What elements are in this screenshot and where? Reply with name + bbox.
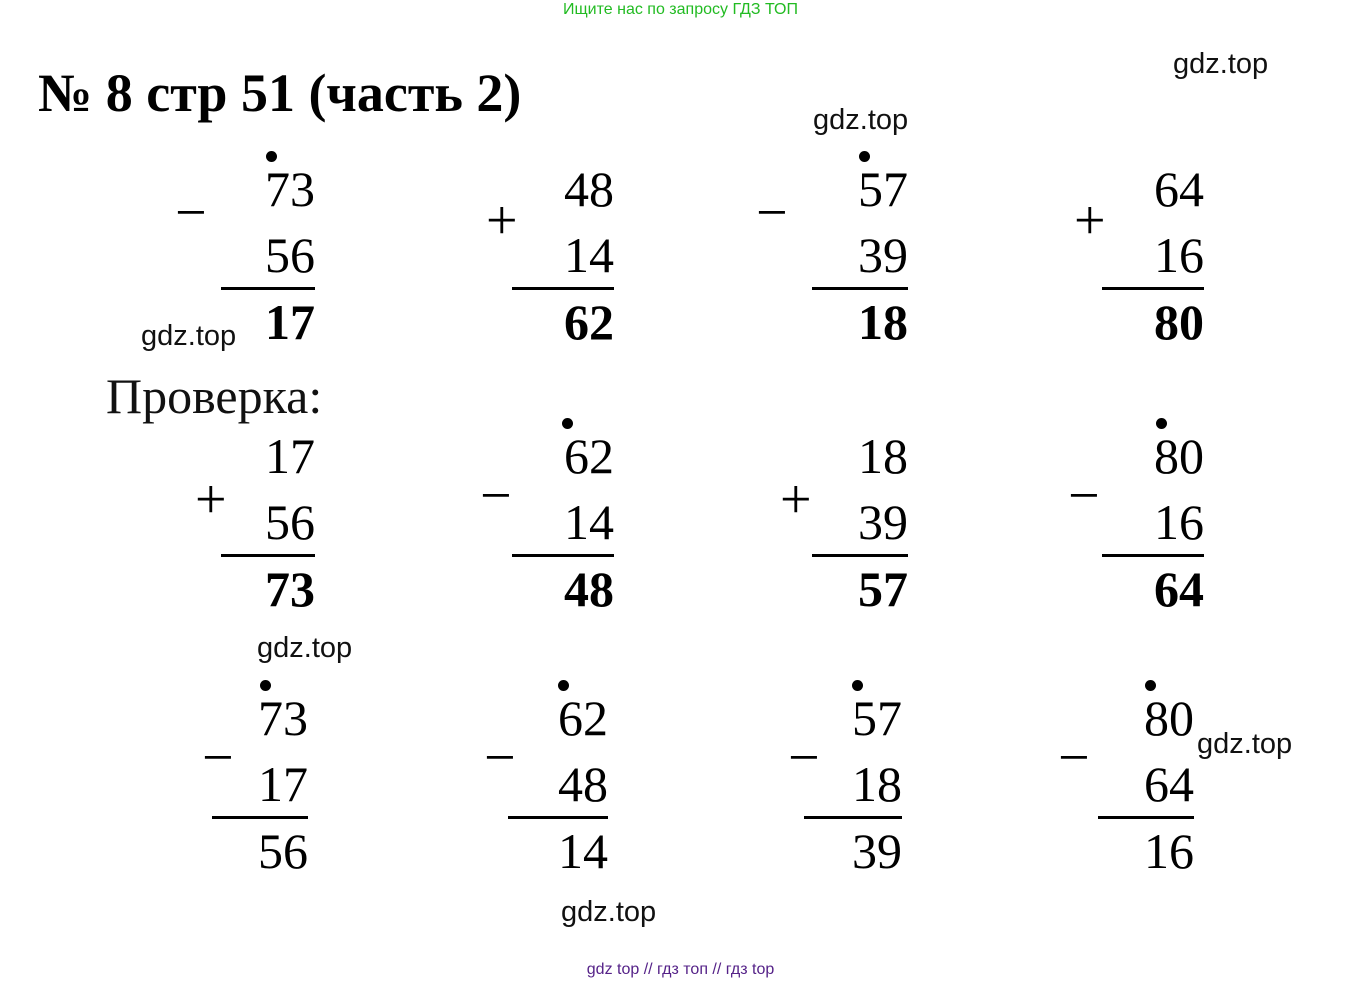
operator-sign: − xyxy=(202,727,234,789)
operand-top: 48 xyxy=(564,161,614,217)
result-rule xyxy=(512,287,614,290)
operand-bottom: 56 xyxy=(265,494,315,550)
operator-sign: − xyxy=(1058,727,1090,789)
operand-top: 62 xyxy=(558,690,608,746)
result: 16 xyxy=(1144,823,1194,879)
result: 18 xyxy=(858,294,908,350)
column-problem xyxy=(732,676,902,886)
operand-top: 17 xyxy=(265,428,315,484)
watermark: gdz.top xyxy=(141,320,237,352)
result: 73 xyxy=(265,561,315,617)
operator-sign: − xyxy=(175,182,207,244)
result: 80 xyxy=(1154,294,1204,350)
result: 14 xyxy=(558,823,608,879)
result: 48 xyxy=(564,561,614,617)
operand-bottom: 39 xyxy=(858,227,908,283)
operator-sign: + xyxy=(486,190,518,252)
result-rule xyxy=(212,816,308,819)
result-rule xyxy=(812,554,908,557)
operand-top: 80 xyxy=(1154,428,1204,484)
operand-bottom: 16 xyxy=(1154,494,1204,550)
result-rule xyxy=(508,816,608,819)
column-problem xyxy=(444,147,614,357)
operand-bottom: 16 xyxy=(1154,227,1204,283)
result-rule xyxy=(1102,287,1204,290)
operand-bottom: 18 xyxy=(852,756,902,812)
operand-bottom: 17 xyxy=(258,756,308,812)
column-problem xyxy=(1024,676,1194,886)
column-problem xyxy=(1034,414,1204,624)
result: 56 xyxy=(258,823,308,879)
operand-top: 18 xyxy=(858,428,908,484)
operand-bottom: 14 xyxy=(564,494,614,550)
result-rule xyxy=(512,554,614,557)
result-rule xyxy=(221,554,315,557)
column-problem xyxy=(438,676,608,886)
operator-sign: + xyxy=(780,469,812,531)
operator-sign: − xyxy=(484,727,516,789)
operand-top: 57 xyxy=(858,161,908,217)
operand-bottom: 48 xyxy=(558,756,608,812)
result-rule xyxy=(804,816,902,819)
result: 57 xyxy=(858,561,908,617)
operand-bottom: 14 xyxy=(564,227,614,283)
column-problem xyxy=(738,414,908,624)
operator-sign: − xyxy=(788,727,820,789)
operator-sign: − xyxy=(756,182,788,244)
check-label: Проверка: xyxy=(106,368,323,424)
operator-sign: + xyxy=(195,469,227,531)
operand-bottom: 64 xyxy=(1144,756,1194,812)
result-rule xyxy=(221,287,315,290)
result-rule xyxy=(1098,816,1194,819)
operand-top: 62 xyxy=(564,428,614,484)
column-problem xyxy=(738,147,908,357)
result-rule xyxy=(1102,554,1204,557)
watermark: gdz.top xyxy=(1173,48,1269,80)
watermark: gdz.top xyxy=(257,632,353,664)
column-problem xyxy=(444,414,614,624)
watermark: gdz.top xyxy=(1197,728,1293,760)
operand-top: 73 xyxy=(265,161,315,217)
watermark: gdz.top xyxy=(813,104,909,136)
result: 62 xyxy=(564,294,614,350)
watermark: gdz.top xyxy=(561,896,657,928)
column-problem xyxy=(145,414,315,624)
column-problem xyxy=(1034,147,1204,357)
operand-bottom: 56 xyxy=(265,227,315,283)
column-problem xyxy=(138,676,308,886)
column-problem xyxy=(145,147,315,357)
operand-top: 80 xyxy=(1144,690,1194,746)
operand-bottom: 39 xyxy=(858,494,908,550)
top-banner[interactable]: Ищите нас по запросу ГДЗ ТОП xyxy=(563,1,798,18)
footer-links[interactable]: gdz top // гдз топ // гдз top xyxy=(586,961,775,978)
operand-top: 73 xyxy=(258,690,308,746)
result: 64 xyxy=(1154,561,1204,617)
operand-top: 57 xyxy=(852,690,902,746)
operator-sign: + xyxy=(1074,190,1106,252)
operand-top: 64 xyxy=(1154,161,1204,217)
operator-sign: − xyxy=(480,465,512,527)
result: 17 xyxy=(265,294,315,350)
result: 39 xyxy=(852,823,902,879)
result-rule xyxy=(812,287,908,290)
operator-sign: − xyxy=(1068,465,1100,527)
page-title: № 8 стр 51 (часть 2) xyxy=(38,63,522,123)
